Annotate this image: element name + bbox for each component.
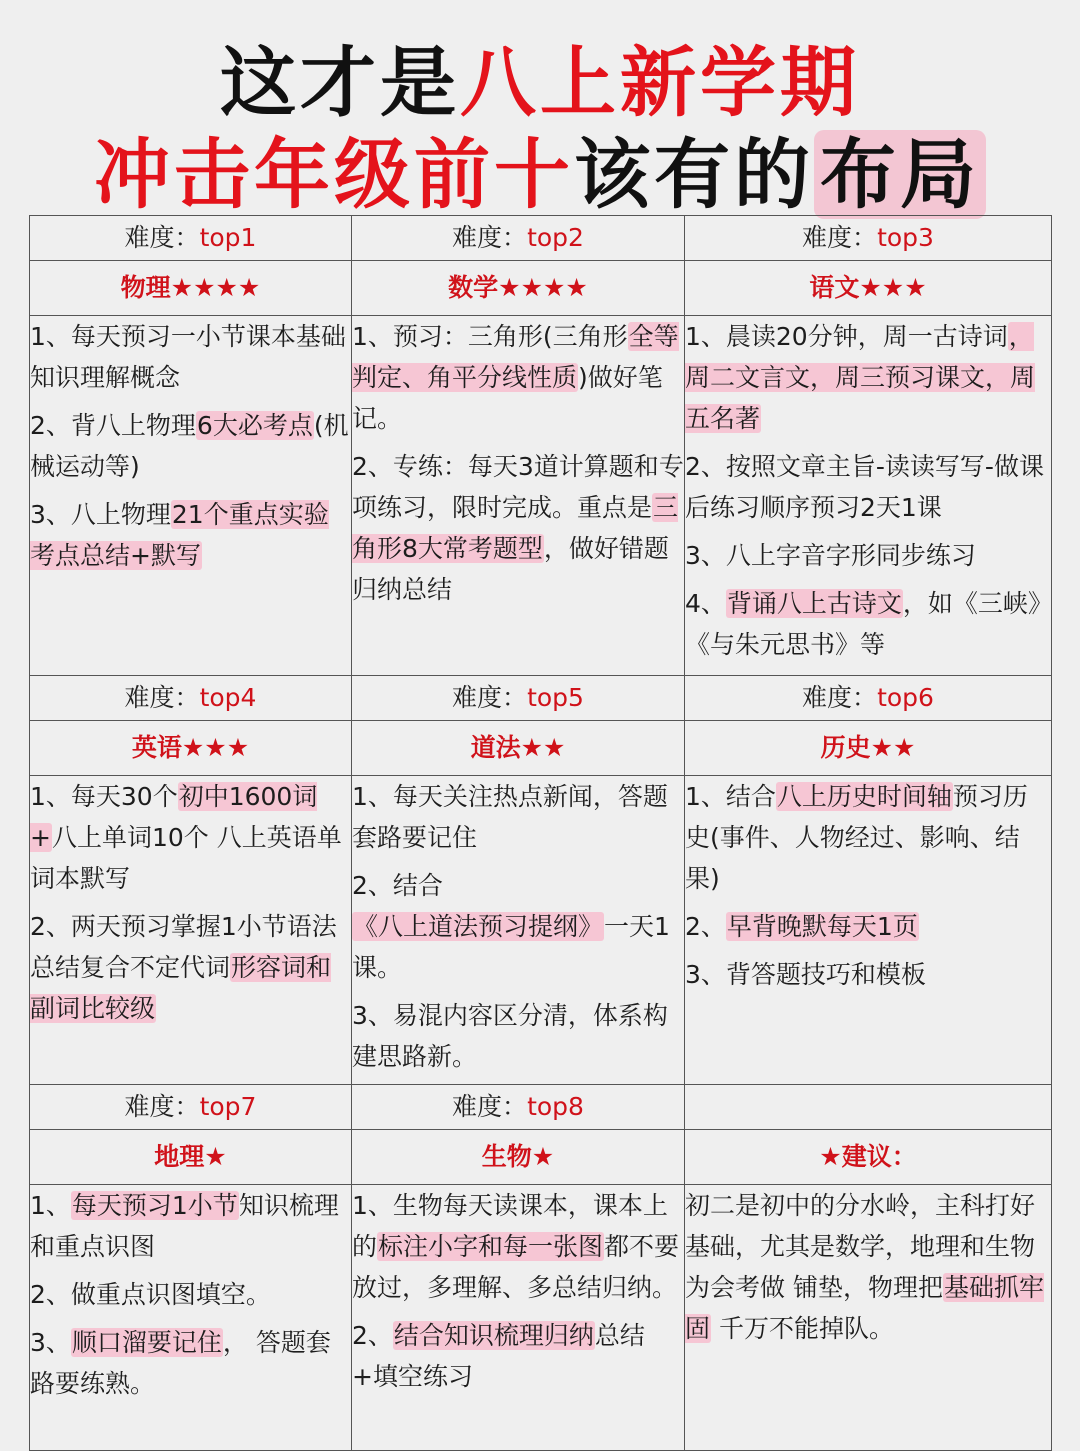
title-middle: 该有的	[574, 130, 814, 219]
physics-item-1: 1、每天预习一小节课本基础知识理解概念	[30, 322, 346, 392]
difficulty-value: top5	[527, 683, 584, 712]
difficulty-value: top7	[199, 1092, 257, 1121]
biology-content	[352, 1185, 685, 1451]
subject-english: 英语★★★	[30, 721, 352, 776]
title-line-1	[0, 38, 1080, 128]
highlight: 结合知识梳理归纳	[393, 1321, 594, 1350]
politics-item-2: 2、结合《八上道法预习提纲》一天1课。	[352, 871, 670, 982]
difficulty-label: 难度：	[124, 1092, 200, 1121]
difficulty-cell	[30, 676, 352, 721]
history-item-1: 1、结合八上历史时间轴预习历史(事件、人物经过、影响、结果)	[685, 782, 1028, 893]
difficulty-label: 难度：	[452, 223, 528, 252]
chinese-item-4: 4、背诵八上古诗文，如《三峡》《与朱元思书》等	[685, 589, 1041, 659]
difficulty-cell	[30, 216, 352, 261]
chinese-item-1: 1、晨读20分钟，周一古诗词，周二文言文，周三预习课文，周五名著	[685, 322, 1036, 433]
difficulty-cell	[685, 676, 1052, 721]
difficulty-cell	[352, 216, 685, 261]
subject-chinese: 语文★★★	[685, 261, 1052, 316]
title-highlight: 八上新学期	[460, 38, 860, 127]
difficulty-label: 难度：	[124, 683, 200, 712]
subject-biology: 生物★	[352, 1130, 685, 1185]
title-boxed-word: 布局	[814, 130, 986, 219]
chinese-item-2: 2、按照文章主旨-读读写写-做课后练习顺序预习2天1课	[685, 452, 1044, 522]
title-line-2	[0, 130, 1080, 220]
study-plan-table	[29, 215, 1052, 1451]
difficulty-cell	[30, 1085, 352, 1130]
history-item-2: 2、早背晚默每天1页	[685, 912, 918, 941]
highlight: 标注小字和每一张图	[378, 1232, 604, 1261]
highlight: 《八上道法预习提纲》	[353, 912, 604, 941]
physics-content	[30, 316, 352, 676]
geography-content	[30, 1185, 352, 1451]
highlight: 背诵八上古诗文	[726, 589, 902, 618]
subject-math: 数学★★★★	[352, 261, 685, 316]
english-item-1: 1、每天30个初中1600词+八上单词10个 八上英语单词本默写	[30, 782, 342, 893]
subject-physics: 物理★★★★	[30, 261, 352, 316]
geography-item-2: 2、做重点识图填空。	[30, 1280, 271, 1309]
difficulty-label: 难度：	[802, 223, 878, 252]
difficulty-value: top2	[527, 223, 584, 252]
biology-item-1: 1、生物每天读课本，课本上的标注小字和每一张图都不要放过，多理解、多总结归纳。	[352, 1191, 680, 1302]
highlight: 八上历史时间轴	[776, 782, 952, 811]
difficulty-value: top3	[877, 223, 934, 252]
difficulty-cell	[685, 216, 1052, 261]
biology-item-2: 2、结合知识梳理归纳总结+填空练习	[352, 1321, 645, 1391]
subject-geography: 地理★	[30, 1130, 352, 1185]
difficulty-label: 难度：	[802, 683, 878, 712]
physics-item-3: 3、八上物理21个重点实验考点总结+默写	[30, 500, 329, 570]
highlight: 21个重点实验考点总结+默写	[30, 500, 329, 570]
math-item-1: 1、预习：三角形(三角形全等判定、角平分线性质)做好笔记。	[352, 322, 679, 433]
difficulty-cell	[352, 1085, 685, 1130]
highlight: 顺口溜要记住	[71, 1328, 222, 1357]
chinese-item-3: 3、八上字音字形同步练习	[685, 541, 976, 570]
difficulty-label: 难度：	[452, 683, 528, 712]
english-content	[30, 776, 352, 1085]
difficulty-label: 难度：	[452, 1092, 528, 1121]
difficulty-value: top8	[527, 1092, 584, 1121]
politics-item-1: 1、每天关注热点新闻，答题套路要记住	[352, 782, 668, 852]
highlight: 6大必考点	[196, 411, 313, 440]
geography-item-3: 3、顺口溜要记住， 答题套路要练熟。	[30, 1328, 331, 1398]
highlight: 初中1600词+	[30, 782, 318, 852]
subject-history: 历史★★	[685, 721, 1052, 776]
title-prefix: 这才是	[220, 38, 460, 127]
difficulty-label: 难度：	[124, 223, 200, 252]
difficulty-value: top6	[877, 683, 934, 712]
highlight: 每天预习1小节	[71, 1191, 238, 1220]
advice-header: ★建议：	[685, 1130, 1052, 1185]
difficulty-value: top4	[199, 683, 257, 712]
advice-text: 初二是初中的分水岭，主科打好基础，尤其是数学，地理和生物为会考做 铺垫，物理把基础抓牢固 千万不能掉队。	[685, 1191, 1044, 1343]
highlight: 形容词和副词比较级	[30, 953, 332, 1023]
subject-politics: 道法★★	[352, 721, 685, 776]
chinese-content	[685, 316, 1052, 676]
title-highlight-2: 冲击年级前十	[94, 130, 574, 219]
difficulty-cell-empty	[685, 1085, 1052, 1130]
politics-content	[352, 776, 685, 1085]
english-item-2: 2、两天预习掌握1小节语法总结复合不定代词形容词和副词比较级	[30, 912, 337, 1023]
politics-item-3: 3、易混内容区分清，体系构建思路新。	[352, 1001, 668, 1071]
highlight: ，周二文言文，周三预习课文，周五名著	[685, 322, 1036, 433]
highlight: 基础抓牢固	[685, 1273, 1044, 1343]
highlight: 全等判定、角平分线性质	[352, 322, 679, 392]
geography-item-1: 1、每天预习1小节知识梳理和重点识图	[30, 1191, 339, 1261]
math-content	[352, 316, 685, 676]
advice-content	[685, 1185, 1052, 1451]
physics-item-2: 2、背八上物理6大必考点(机械运动等)	[30, 411, 349, 481]
math-item-2: 2、专练：每天3道计算题和专项练习，限时完成。重点是三角形8大常考题型，做好错题归纳总结	[352, 452, 684, 604]
highlight: 三角形8大常考题型	[352, 493, 679, 563]
history-item-3: 3、背答题技巧和模板	[685, 960, 926, 989]
highlight: 早背晚默每天1页	[726, 912, 918, 941]
history-content	[685, 776, 1052, 1085]
difficulty-value: top1	[199, 223, 257, 252]
difficulty-cell	[352, 676, 685, 721]
